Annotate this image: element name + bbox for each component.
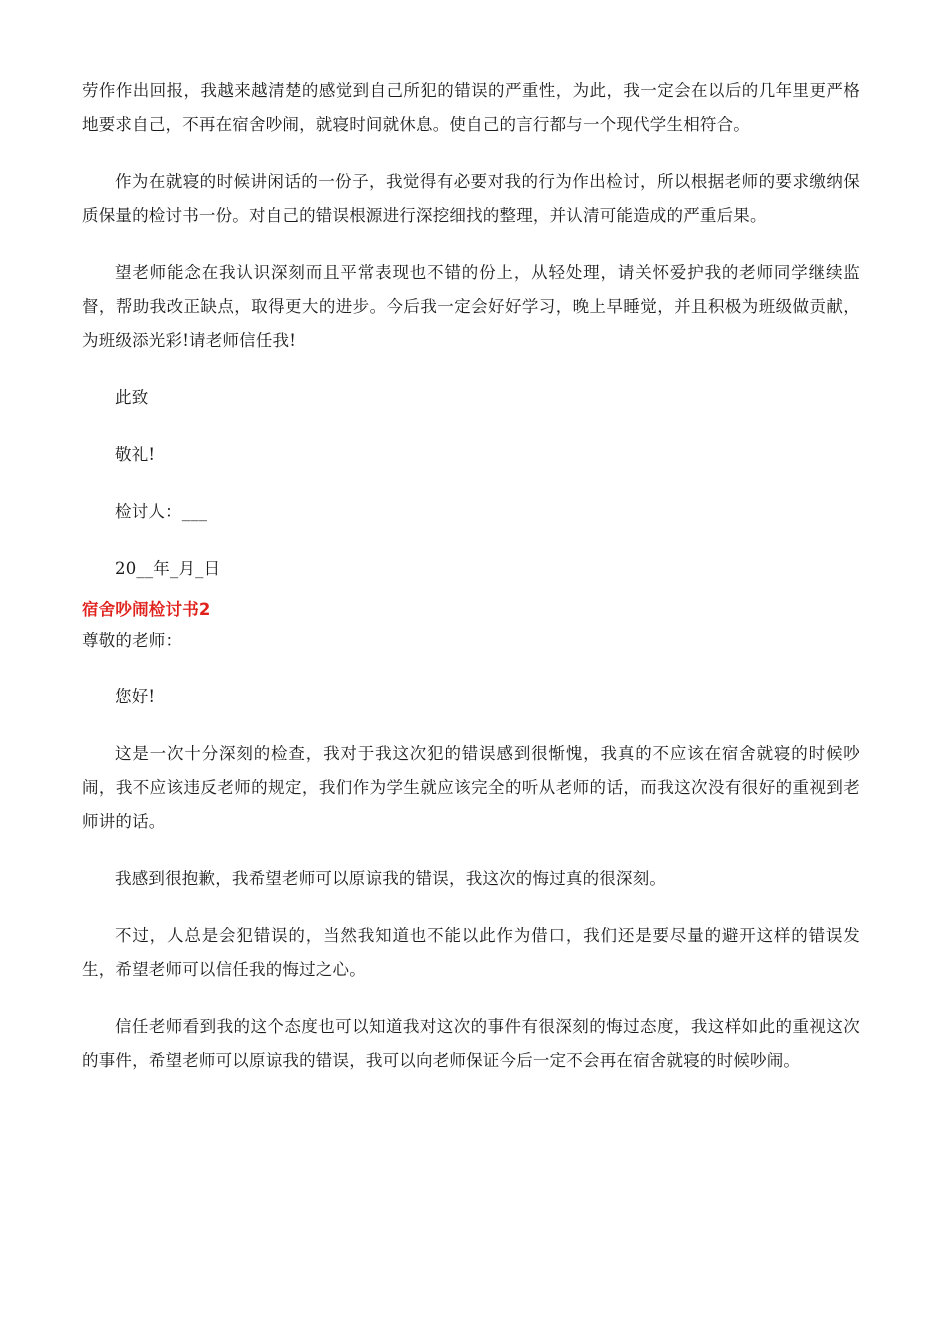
signer-line: 检讨人：___ bbox=[115, 502, 208, 521]
paragraph: 作为在就寝的时候讲闲话的一份子，我觉得有必要对我的行为作出检讨，所以根据老师的要求缴纳保质保量的检讨书一份。对自己的错误根源进行深挖细找的整理，并认清可能造成的严重后果。 bbox=[82, 172, 860, 225]
paragraph: 信任老师看到我的这个态度也可以知道我对这次的事件有很深刻的悔过态度，我这样如此的重视这次的事件，希望老师可以原谅我的错误，我可以向老师保证今后一定不会再在宿舍就寝的时候吵闹。 bbox=[82, 1017, 860, 1070]
paragraph: 这是一次十分深刻的检查，我对于我这次犯的错误感到很惭愧，我真的不应该在宿舍就寝的时候吵闹，我不应该违反老师的规定，我们作为学生就应该完全的听从老师的话，而我这次没有很好的重视到老师讲的话。 bbox=[82, 744, 860, 831]
paragraph: 我感到很抱歉，我希望老师可以原谅我的错误，我这次的悔过真的很深刻。 bbox=[115, 869, 667, 888]
closing-regards: 敬礼! bbox=[115, 445, 156, 464]
paragraph-continuation: 劳作作出回报，我越来越清楚的感觉到自己所犯的错误的严重性，为此，我一定会在以后的几年里更严格地要求自己，不再在宿舍吵闹，就寝时间就休息。使自己的言行都与一个现代学生相符合。 bbox=[82, 81, 860, 134]
document-page bbox=[82, 74, 860, 1101]
closing-line: 此致 bbox=[115, 388, 149, 407]
section-heading: 宿舍吵闹检讨书2 bbox=[82, 600, 211, 619]
paragraph: 望老师能念在我认识深刻而且平常表现也不错的份上，从轻处理，请关怀爱护我的老师同学继续监督，帮助我改正缺点，取得更大的进步。今后我一定会好好学习，晚上早睡觉，并且积极为班级做贡献，为班级添光彩!请老师信任我! bbox=[82, 263, 860, 350]
greeting: 您好! bbox=[115, 687, 156, 706]
paragraph: 不过，人总是会犯错误的，当然我知道也不能以此作为借口，我们还是要尽量的避开这样的错误发生，希望老师可以信任我的悔过之心。 bbox=[82, 926, 860, 979]
salutation: 尊敬的老师： bbox=[82, 631, 183, 650]
date-line: 20__年_月_日 bbox=[115, 559, 221, 578]
